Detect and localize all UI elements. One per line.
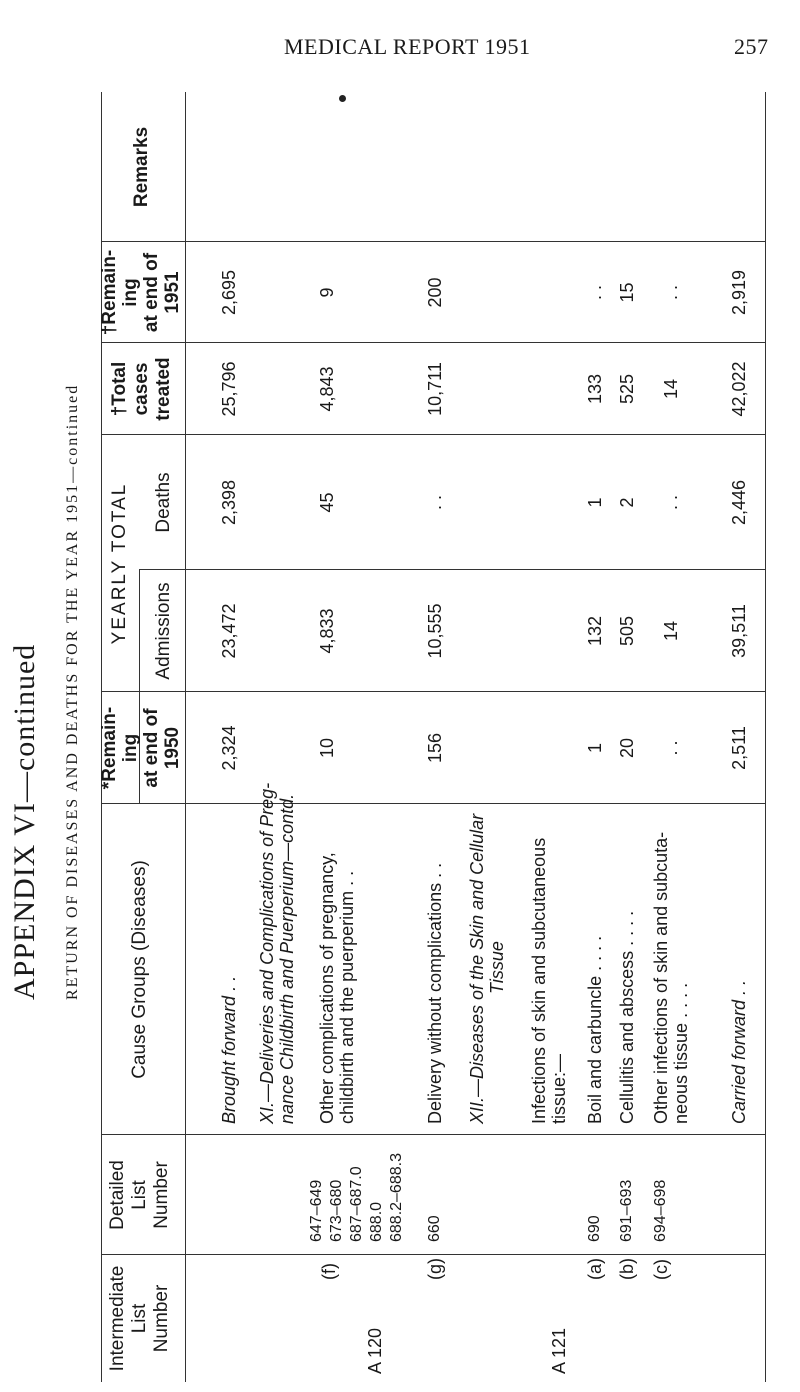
cell-label: Cellulitis and abscess . . . .	[617, 910, 637, 1124]
header-yearly-total: YEARLY TOTAL	[109, 482, 130, 645]
cell-admissions: 505	[617, 615, 637, 647]
header-remarks: Remarks	[131, 126, 152, 208]
oi-detailed: 694–698	[652, 1179, 669, 1242]
bf-remaining-1950: 2,324	[219, 725, 239, 771]
oc-admissions: 4,833	[317, 608, 337, 654]
header-remaining-1951: †Remain- ing at end of 1951	[99, 249, 183, 336]
header-intermediate: Intermediate List Number	[107, 1265, 172, 1372]
dl-remaining-1950: 156	[425, 732, 445, 764]
bf-deaths: 2,398	[219, 479, 239, 526]
oi-total-treated: 14	[661, 378, 681, 400]
boil-intermediate: (a)	[585, 1258, 605, 1280]
header-admissions: Admissions	[153, 582, 174, 680]
carried-forward-label: Carried forward . .	[729, 979, 749, 1124]
table-bottom-rule	[765, 92, 766, 1382]
group-a120: A 120	[365, 1327, 385, 1374]
dl-deaths: . .	[425, 495, 445, 511]
cf-admissions: 39,511	[729, 604, 749, 658]
dl-label: Delivery without complications . .	[425, 862, 445, 1124]
cell-total-treated: 525	[617, 373, 637, 405]
cf-total-treated: 42,022	[729, 361, 749, 417]
header-remaining-1950: *Remain- ing at end of 1950	[99, 706, 183, 790]
oc-deaths: 45	[317, 492, 337, 513]
boil-admissions: 132	[585, 615, 605, 647]
cf-remaining-1951: 2,919	[729, 269, 749, 316]
cell-intermediate: (b)	[617, 1258, 637, 1280]
col-sep-detailed	[101, 1134, 765, 1135]
boil-label: Boil and carbuncle . . . .	[585, 935, 605, 1124]
dl-admissions: 10,555	[425, 603, 445, 659]
oc-label: Other complications of pregnancy, childbirth and the puerperium . .	[317, 852, 357, 1124]
group-a121: A 121	[549, 1327, 569, 1374]
remarks-mark	[339, 95, 346, 102]
oi-remaining-1951: . .	[661, 285, 681, 301]
header-rule	[185, 92, 186, 1382]
oi-deaths: . .	[661, 495, 681, 511]
infections-heading: Infections of skin and subcutaneous tissue:—	[529, 837, 569, 1124]
page-number: 257	[734, 34, 769, 59]
oc-remaining-1950: 10	[317, 737, 337, 759]
boil-remaining-1951: . .	[585, 285, 605, 301]
boil-detailed: 690	[586, 1215, 603, 1242]
appendix-heading: APPENDIX VI—continued	[8, 643, 41, 1000]
cf-deaths: 2,446	[729, 479, 749, 526]
oc-remaining-1951: 9	[317, 287, 337, 298]
header-cause: Cause Groups (Diseases)	[129, 860, 150, 1079]
oi-admissions: 14	[661, 620, 681, 642]
oc-total-treated: 4,843	[317, 366, 337, 412]
boil-deaths: 1	[585, 497, 605, 508]
dl-detailed: 660	[426, 1215, 443, 1242]
cell-remaining-1950: 20	[617, 737, 637, 759]
section-xii-heading: XII.—Diseases of the Skin and Cellular Tissue	[467, 813, 507, 1124]
col-sep-intermediate	[101, 1254, 765, 1255]
boil-remaining-1950: 1	[585, 743, 605, 754]
oi-label: Other infections of skin and subcuta- neous tissue . . . .	[651, 831, 691, 1124]
bf-admissions: 23,472	[219, 603, 239, 659]
dl-total-treated: 10,711	[425, 362, 445, 416]
header-deaths: Deaths	[153, 472, 174, 533]
bf-total-treated: 25,796	[219, 361, 239, 417]
disease-return-table	[99, 92, 767, 1382]
cf-remaining-1950: 2,511	[729, 726, 749, 770]
cell-remaining-1951: 15	[617, 282, 637, 303]
cell-deaths: 2	[617, 497, 637, 508]
cell-detailed: 691–693	[618, 1179, 635, 1242]
header-detailed: Detailed List Number	[107, 1160, 172, 1230]
running-title: MEDICAL REPORT 1951	[284, 34, 531, 59]
dl-intermediate: (g)	[425, 1258, 445, 1280]
bf-remaining-1951: 2,695	[219, 269, 239, 316]
oc-detailed: 647–649 673–680 687–687.0 688.0 688.2–688.3	[308, 1153, 405, 1242]
section-xi-heading: XI.—Deliveries and Complications of Preg- nance Childbirth and Puerperium—contd.	[257, 782, 297, 1124]
brought-forward-label: Brought forward . .	[219, 975, 239, 1124]
return-heading: RETURN OF DISEASES AND DEATHS FOR THE YEAR 1951—continued	[64, 383, 81, 1000]
header-total-treated: †Total cases treated	[109, 357, 174, 421]
boil-total-treated: 133	[585, 373, 605, 405]
dl-remaining-1951: 200	[425, 277, 445, 308]
oi-remaining-1950: . .	[661, 740, 681, 756]
oc-intermediate: (f)	[319, 1263, 339, 1280]
oi-intermediate: (c)	[651, 1259, 671, 1280]
